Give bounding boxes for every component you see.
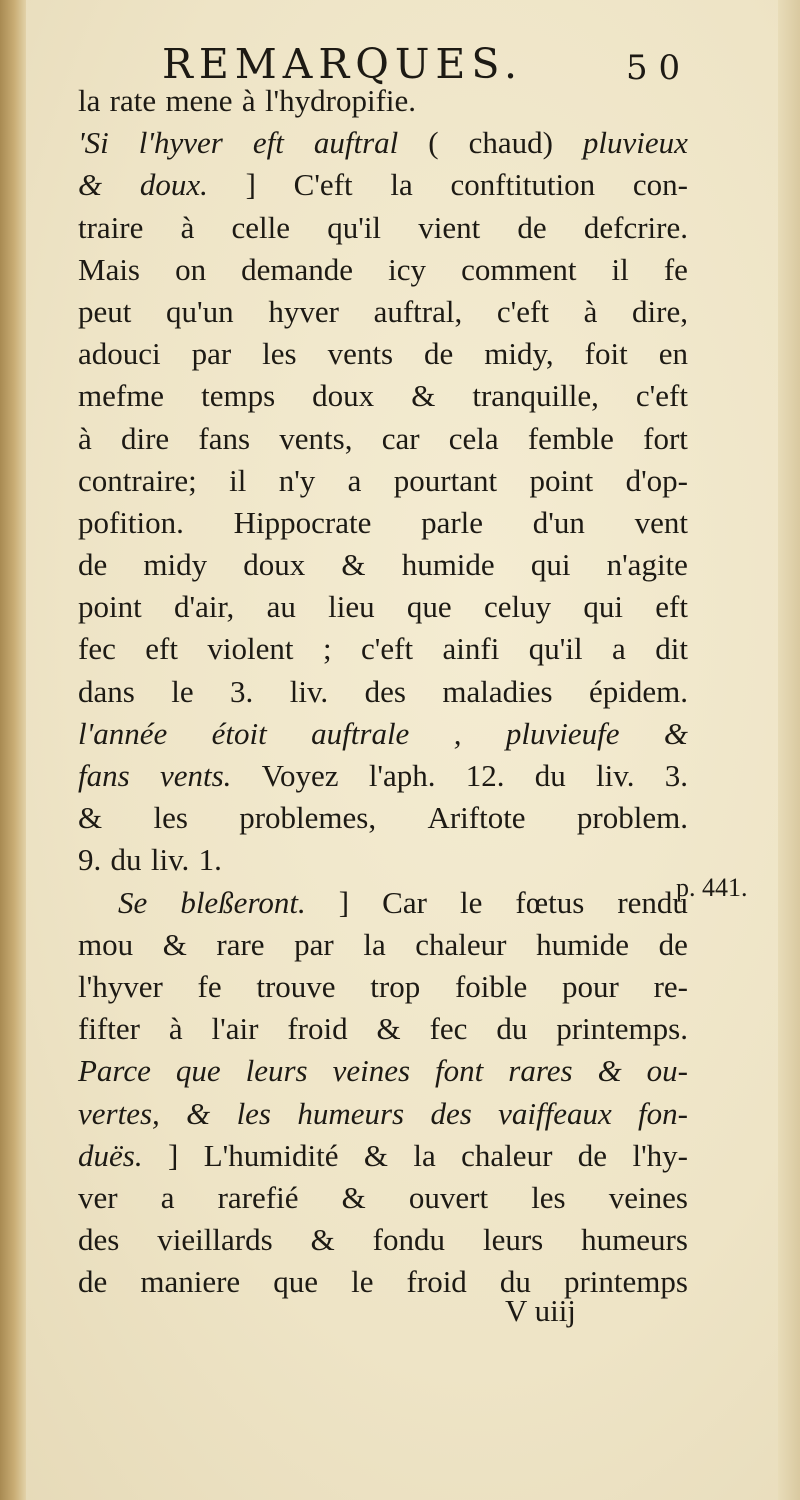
text-line: [78, 966, 688, 1008]
word: fans: [198, 420, 251, 456]
word: Se: [118, 884, 148, 920]
word: mene: [165, 83, 233, 118]
word: au: [266, 589, 296, 625]
text-line: [78, 628, 688, 670]
text-line: [78, 755, 688, 797]
word: vient: [418, 209, 481, 245]
text-line: [78, 375, 688, 417]
word: dire: [120, 420, 170, 456]
text-line-content: [78, 1093, 688, 1135]
word: des: [430, 1095, 472, 1131]
text-line-content: [78, 924, 688, 966]
word: demande: [241, 251, 354, 287]
word: l'hyver: [78, 968, 163, 1004]
word: on: [175, 251, 207, 287]
word: Hippocrate: [233, 504, 372, 540]
word: midy: [143, 547, 208, 583]
word: fec: [429, 1011, 468, 1047]
word: &: [341, 547, 366, 583]
word: tranquille,: [472, 378, 599, 414]
text-line: [78, 713, 688, 755]
word: problem.: [576, 800, 688, 836]
word: froid: [287, 1011, 348, 1047]
word: liv.: [596, 758, 635, 793]
word: chaleur: [415, 926, 507, 962]
text-line-content: [78, 291, 688, 333]
text-line: [78, 1050, 688, 1092]
word: vertes,: [78, 1095, 160, 1131]
word: C'eft: [293, 167, 353, 203]
word: maladies: [442, 673, 553, 709]
word: cela: [448, 420, 499, 456]
word: auftral: [313, 125, 399, 161]
word: étoit: [211, 715, 267, 751]
word: les: [153, 800, 188, 836]
word: vents: [327, 336, 394, 372]
text-line-content: [78, 797, 688, 839]
text-line-content: [78, 502, 688, 544]
word: fort: [643, 420, 688, 456]
word: (: [428, 125, 439, 161]
word: doux: [243, 547, 306, 583]
text-line: [78, 1219, 688, 1261]
word: celle: [231, 209, 291, 245]
word: &: [411, 378, 436, 414]
word: fans: [78, 758, 130, 793]
text-line-content: [78, 418, 688, 460]
text-line-content: [78, 333, 688, 375]
word: adouci: [78, 336, 161, 372]
word: rare: [216, 926, 265, 962]
word: humeurs: [297, 1095, 405, 1131]
word: &: [663, 715, 688, 751]
word: la: [390, 167, 413, 203]
word: l'aph.: [368, 758, 436, 793]
text-line: [78, 164, 688, 206]
text-line-content: [78, 839, 688, 881]
word: mefme: [78, 378, 165, 414]
word: le: [351, 1264, 374, 1300]
word: trop: [370, 968, 421, 1004]
word: la: [363, 926, 386, 962]
word: vents.: [159, 758, 232, 793]
word: à: [168, 1011, 183, 1047]
word: ]: [167, 1137, 179, 1173]
word: midy,: [484, 336, 554, 372]
word: &: [376, 1011, 401, 1047]
word: icy: [388, 251, 426, 287]
text-line-content: [78, 207, 688, 249]
word: comment: [461, 251, 577, 287]
word: fœtus: [515, 884, 585, 920]
word: 12.: [465, 758, 505, 793]
text-line: [78, 502, 688, 544]
word: ]: [338, 884, 350, 920]
text-line: [78, 1135, 688, 1177]
word: n'agite: [606, 547, 688, 583]
word: chaleur: [461, 1137, 553, 1173]
word: problemes,: [239, 800, 377, 836]
word: humide: [401, 547, 495, 583]
word: d'op-: [625, 462, 688, 498]
word: a: [160, 1179, 175, 1215]
text-line-content: [78, 460, 688, 502]
word: mou: [78, 926, 134, 962]
text-line-content: [78, 1008, 688, 1050]
word: épidem.: [588, 673, 688, 709]
word: les: [262, 336, 297, 372]
word: de: [577, 1137, 608, 1173]
text-line: [78, 839, 688, 881]
text-line: [78, 333, 688, 375]
word: rendu: [617, 884, 688, 920]
running-title: REMARQUES.: [162, 40, 524, 88]
word: qu'il: [327, 209, 382, 245]
text-line: [78, 418, 688, 460]
word: la: [78, 83, 101, 118]
word: du: [496, 1011, 528, 1047]
word: auftrale: [311, 715, 410, 751]
text-line-content: [78, 164, 688, 206]
text-line: [78, 1177, 688, 1219]
word: humeurs: [581, 1222, 688, 1258]
text-line-content: [78, 375, 688, 417]
word: que: [406, 589, 452, 625]
word: parle: [421, 504, 484, 540]
word: de: [78, 1264, 108, 1300]
word: auftral,: [373, 293, 463, 329]
word: ]: [245, 167, 256, 203]
word: eft: [145, 631, 178, 667]
word: fondu: [372, 1222, 445, 1258]
margin-note: p. 441.: [676, 873, 748, 902]
word: fec: [78, 631, 116, 667]
word: &: [162, 926, 187, 962]
word: eft: [655, 589, 688, 625]
word: maniere: [140, 1264, 241, 1300]
word: c'eft: [361, 631, 414, 667]
word: ;: [322, 631, 332, 667]
word: veines: [608, 1179, 688, 1215]
word: &: [78, 167, 103, 203]
word: par: [191, 336, 232, 372]
word: doux.: [139, 167, 208, 203]
text-line: [78, 207, 688, 249]
word: foit: [584, 336, 628, 372]
page-right-edge: [778, 0, 800, 1500]
word: humide: [536, 926, 630, 962]
word: violent: [207, 631, 294, 667]
text-line-content: [78, 628, 688, 670]
word: 3.: [230, 673, 254, 709]
word: hyver: [268, 293, 339, 329]
word: 9.: [78, 842, 102, 878]
word: d'air,: [174, 589, 235, 625]
word: trouve: [256, 968, 336, 1004]
word: foible: [454, 968, 528, 1004]
word: contraire;: [78, 462, 197, 498]
word: 3.: [664, 758, 688, 793]
text-line-content: [78, 1135, 688, 1177]
word: c'eft: [496, 293, 549, 329]
word: rares: [508, 1053, 573, 1089]
text-line-content: [78, 249, 688, 291]
word: Ariftote: [427, 800, 526, 836]
word: Parce: [78, 1053, 151, 1089]
word: c'eft: [635, 378, 688, 414]
text-line-content: [78, 544, 688, 586]
word: fifter: [78, 1011, 140, 1047]
word: n'y: [278, 462, 316, 498]
word: printemps: [563, 1264, 688, 1300]
word: duës.: [78, 1137, 143, 1173]
word: de: [78, 547, 108, 583]
word: qui: [530, 547, 571, 583]
text-line-content: [78, 1050, 688, 1092]
word: l'hy-: [632, 1137, 688, 1173]
word: des: [364, 673, 406, 709]
word: du: [534, 758, 566, 793]
word: pluvieufe: [505, 715, 620, 751]
word: temps: [201, 378, 276, 414]
word: rate: [109, 83, 157, 118]
word: eft: [252, 125, 284, 161]
word: printemps.: [556, 1011, 688, 1047]
text-line: [78, 924, 688, 966]
word: font: [435, 1053, 484, 1089]
word: leurs: [245, 1053, 308, 1089]
word: les: [236, 1095, 271, 1131]
word: du: [110, 842, 142, 878]
word: l'hyver: [138, 125, 223, 161]
text-line-content: [78, 80, 688, 122]
word: l'hydropifie.: [264, 83, 417, 118]
word: ver: [78, 1179, 118, 1215]
word: de: [423, 336, 454, 372]
word: defcrire.: [583, 209, 688, 245]
text-line: [78, 797, 688, 839]
word: à: [78, 420, 92, 456]
text-line: [78, 882, 688, 924]
word: à: [583, 293, 598, 329]
word: il: [229, 462, 247, 498]
word: &: [363, 1137, 388, 1173]
word: qu'il: [528, 631, 583, 667]
word: Mais: [78, 251, 140, 287]
word: Car: [382, 884, 427, 920]
word: en: [658, 336, 688, 372]
text-line-content: [78, 1261, 688, 1303]
word: fe: [663, 251, 688, 287]
text-line: [78, 249, 688, 291]
word: re-: [653, 968, 688, 1004]
word: d'un: [532, 504, 585, 540]
word: qui: [583, 589, 624, 625]
word: &: [186, 1095, 211, 1131]
text-line-content: [78, 966, 688, 1008]
word: de: [517, 209, 547, 245]
word: liv.: [289, 673, 329, 709]
word: fe: [197, 968, 222, 1004]
text-line-content: [78, 122, 688, 164]
word: doux: [312, 378, 375, 414]
word: peut: [78, 293, 132, 329]
text-line: [78, 291, 688, 333]
page-number: 5 0: [626, 48, 681, 88]
word: à: [241, 83, 256, 118]
text-line: [78, 1008, 688, 1050]
text-line: [78, 671, 688, 713]
text-line-content: [78, 1177, 688, 1219]
word: chaud): [468, 125, 553, 161]
word: &: [310, 1222, 335, 1258]
word: lieu: [328, 589, 375, 625]
word: froid: [406, 1264, 467, 1300]
word: fon-: [638, 1095, 688, 1131]
word: &: [341, 1179, 366, 1215]
word: dit: [655, 631, 688, 667]
word: L'humidité: [203, 1137, 339, 1173]
word: pluvieux: [582, 125, 688, 161]
text-line: [78, 586, 688, 628]
word: &: [597, 1053, 622, 1089]
text-line-content: [118, 882, 688, 924]
word: le: [171, 673, 194, 709]
word: dire,: [632, 293, 688, 329]
signature-mark: V uiij: [505, 1293, 576, 1328]
word: bleßeront.: [180, 884, 306, 920]
text-line-content: [78, 671, 688, 713]
word: vent: [634, 504, 688, 540]
word: traire: [78, 209, 144, 245]
text-line-content: [78, 755, 688, 797]
word: liv.: [150, 842, 190, 878]
word: qu'un: [166, 293, 234, 329]
word: pourtant: [393, 462, 498, 498]
word: à: [180, 209, 195, 245]
word: par: [294, 926, 334, 962]
word: il: [611, 251, 629, 287]
word: que: [273, 1264, 319, 1300]
text-line: [78, 122, 688, 164]
word: pofition.: [78, 504, 184, 540]
word: le: [459, 884, 483, 920]
word: vieillards: [157, 1222, 273, 1258]
word: a: [347, 462, 362, 498]
word: dans: [78, 673, 135, 709]
word: l'année: [78, 715, 168, 751]
word: vents,: [279, 420, 353, 456]
word: car: [381, 420, 420, 456]
word: a: [612, 631, 626, 667]
word: des: [78, 1222, 120, 1258]
word: ou-: [646, 1053, 688, 1089]
word: femble: [527, 420, 614, 456]
text-line: [78, 460, 688, 502]
word: Voyez: [261, 758, 339, 793]
text-line: [78, 1261, 688, 1303]
word: l'air: [211, 1011, 259, 1047]
word: ainfi: [442, 631, 500, 667]
word: conftitution: [450, 167, 596, 203]
word: 'Si: [78, 125, 109, 161]
word: point: [78, 589, 142, 625]
word: celuy: [483, 589, 552, 625]
text-line: [78, 544, 688, 586]
word: ,: [453, 715, 462, 751]
text-line-content: [78, 713, 688, 755]
word: leurs: [482, 1222, 544, 1258]
word: con-: [632, 167, 688, 203]
word: 1.: [198, 842, 222, 878]
word: pour: [562, 968, 619, 1004]
text-line: [78, 80, 688, 122]
word: rarefié: [217, 1179, 299, 1215]
word: de: [658, 926, 688, 962]
text-line-content: [78, 586, 688, 628]
text-line: [78, 1093, 688, 1135]
word: &: [78, 800, 103, 836]
text-line-content: [78, 1219, 688, 1261]
word: les: [531, 1179, 566, 1215]
word: vaiffeaux: [498, 1095, 612, 1131]
word: veines: [332, 1053, 411, 1089]
word: ouvert: [408, 1179, 489, 1215]
body-text: [78, 80, 688, 1303]
word: du: [499, 1264, 531, 1300]
word: point: [529, 462, 594, 498]
word: la: [413, 1137, 436, 1173]
page-gutter-shadow: [0, 0, 26, 1500]
word: que: [175, 1053, 221, 1089]
